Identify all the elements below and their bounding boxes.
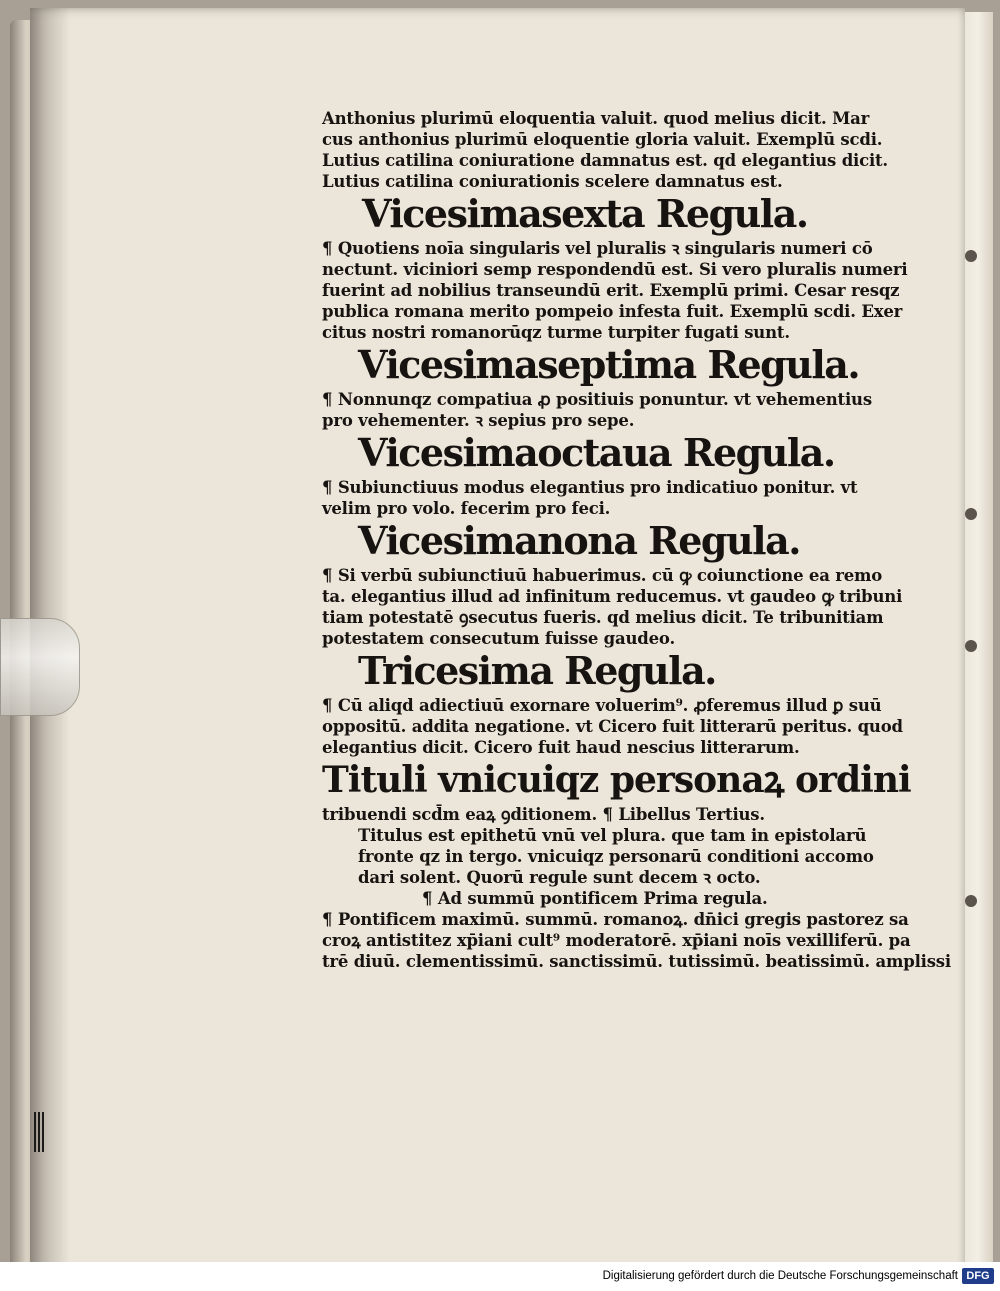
page-clip [0, 618, 80, 716]
text-line: dari solent. Quorū regule sunt decem ꝛ octo. [358, 868, 761, 887]
binding-stitch [965, 640, 977, 652]
text-line: Titulus est epithetū vnū vel plura. que tam in epistolarū [358, 826, 867, 845]
text-line: ta. elegantius illud ad infinitum reducemus. vt gaudeo ꝙ tribuni [322, 587, 903, 606]
text-line: potestatem consecutum fuisse gaudeo. [322, 629, 675, 648]
rule-heading: Vicesimaseptima Regula. [358, 342, 860, 387]
text-line: cus anthonius plurimū eloquentie gloria valuit. Exemplū scdi. [322, 130, 883, 149]
text-line: fronte qz in tergo. vnicuiqz personarū conditioni accomo [358, 847, 874, 866]
text-line: tiam potestatē ꝯsecutus fueris. qd melius dicit. Te tribunitiam [322, 608, 884, 627]
text-line: citus nostri romanorūqz turme turpiter fugati sunt. [322, 323, 790, 342]
rule-heading: Vicesimanona Regula. [358, 518, 800, 563]
text-line: ¶ Ad summū pontificem Prima regula. [422, 889, 768, 908]
text-line: publica romana merito pompeio infesta fuit. Exemplū scdi. Exer [322, 302, 903, 321]
text-line: ¶ Cū aliqd adiectiuū exornare voluerim⁹. ꝓferemus illud ꝑ suū [322, 696, 882, 715]
rule-heading: Vicesimasexta Regula. [362, 191, 808, 236]
text-line: ¶ Nonnunqz compatiua ꝓ positiuis ponuntur. vt vehementius [322, 390, 872, 409]
rule-heading: Vicesimaoctaua Regula. [358, 430, 835, 475]
dfg-logo: DFG [962, 1268, 994, 1284]
text-line: Anthonius plurimū eloquentia valuit. quod melius dicit. Mar [322, 109, 870, 128]
text-line: ¶ Subiunctiuus modus elegantius pro indicatiuo ponitur. vt [322, 478, 858, 497]
section-heading: Tituli vnicuiqz personaꝝ ordini [322, 759, 911, 801]
text-line: trē diuū. clementissimū. sanctissimū. tutissimū. beatissimū. amplissi [322, 952, 951, 971]
rule-heading: Tricesima Regula. [358, 648, 716, 693]
text-line: pro vehementer. ꝛ sepius pro sepe. [322, 411, 635, 430]
text-line: elegantius dicit. Cicero fuit haud nescius litterarum. [322, 738, 800, 757]
text-line: fuerint ad nobilius transeundū erit. Exemplū primi. Cesar resqz [322, 281, 900, 300]
text-line: tribuendi scd̄m eaꝝ ꝯditionem. ¶ Libellus Tertius. [322, 805, 765, 824]
text-line: ¶ Pontificem maximū. summū. romanoꝝ. dn̄ici gregis pastorez sa [322, 910, 909, 929]
text-line: croꝝ antistitez xp̄iani cult⁹ moderatorē. xp̄iani noīs vexilliferū. pa [322, 931, 911, 950]
edge-marker [34, 1112, 46, 1152]
funding-credit: Digitalisierung gefördert durch die Deutsche Forschungsgemeinschaft [602, 1270, 958, 1282]
text-line: velim pro volo. fecerim pro feci. [322, 499, 611, 518]
page-text-block [322, 108, 951, 972]
text-line: oppositū. addita negatione. vt Cicero fuit litterarū peritus. quod [322, 717, 903, 736]
binding-stitch [965, 250, 977, 262]
text-line: ¶ Quotiens noīa singularis vel pluralis ꝛ singularis numeri cō [322, 239, 873, 258]
text-line: ¶ Si verbū subiunctiuū habuerimus. cū ꝙ coiunctione ea remo [322, 566, 883, 585]
binding-stitch [965, 895, 977, 907]
text-line: nectunt. viciniori semp respondendū est. Si vero pluralis numeri [322, 260, 908, 279]
text-line: Lutius catilina coniuratione damnatus est. qd elegantius dicit. [322, 151, 888, 170]
text-line: Lutius catilina coniurationis scelere damnatus est. [322, 172, 783, 191]
binding-stitch [965, 508, 977, 520]
